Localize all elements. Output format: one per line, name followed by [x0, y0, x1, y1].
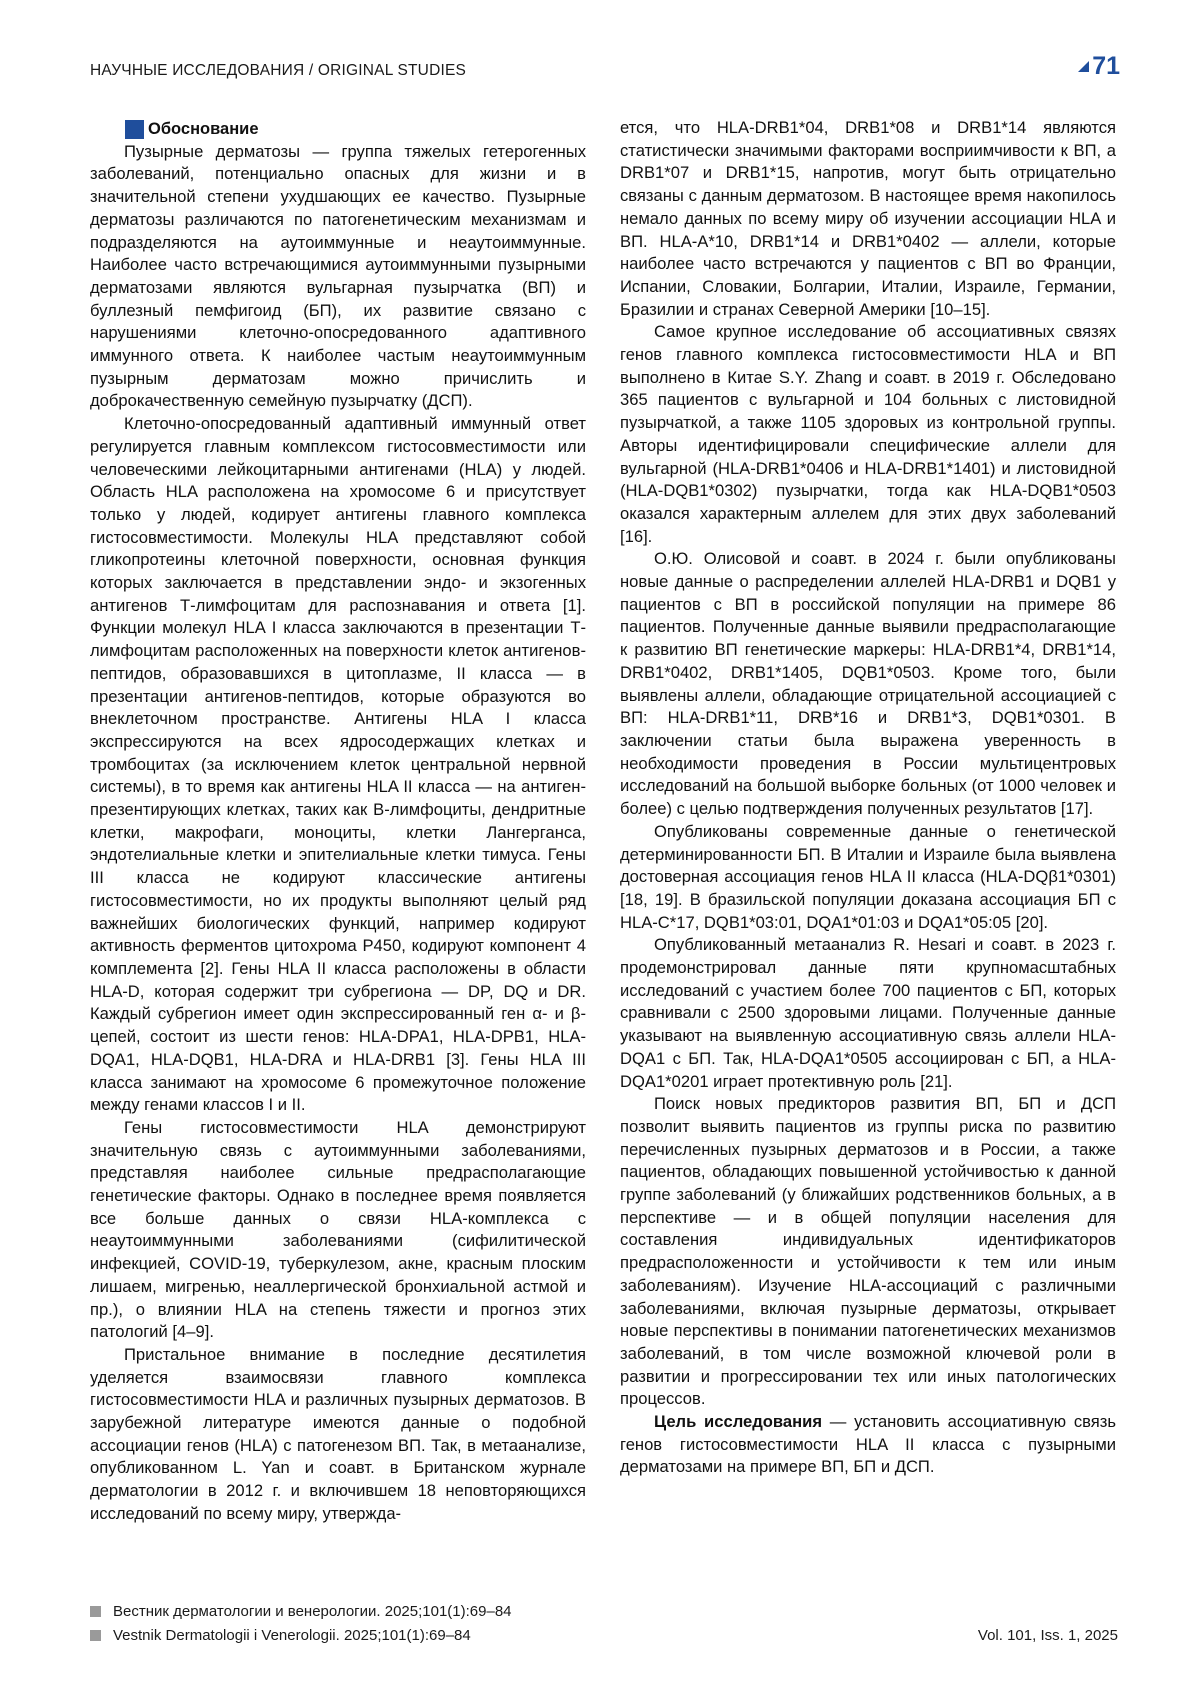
paragraph: Пузырные дерматозы — группа тяжелых гетерогенных заболеваний, потенциально опасных для жизни и в значительной степени ухудшающих ее качество. Пузырные дерматозы различаются по патогенетическим механизмам и подразделяются на аутоиммунные и неаутоиммунные. Наиболее часто встречающимися аутоиммунными пузырными дерматозами являются вульгарная пузырчатка (ВП) и буллезный пемфигоид (БП), их развитие связано с нарушениями клеточно-опосредованного адаптивного иммунного ответа. К наиболее частым неаутоиммунным пузырным дерматозам можно причислить и доброкачественную семейную пузырчатку (ДСП).	[90, 141, 586, 411]
aim-label: Цель исследования	[654, 1412, 823, 1432]
paragraph: Пристальное внимание в последние десятилетия уделяется взаимосвязи главного комплекса гистосовместимости HLA и различных пузырных дерматозов. В зарубежной литературе имеются данные о подобной ассоциации генов (HLA) с патогенезом ВП. Так, в метаанализе, опубликованном L. Yan и соавт. в Британском журнале дерматологии в 2012 г. и включившем 18 неповторяющихся исследований по всему миру, утвержда-	[90, 1344, 586, 1523]
aim-paragraph	[620, 1411, 1116, 1479]
paragraph: Клеточно-опосредованный адаптивный иммунный ответ регулируется главным комплексом гистосовместимости или человеческими лейкоцитарными антигенами (HLA) у людей. Область HLA расположена на хромосоме 6 и присутствует только у людей, кодирует антигены главного комплекса гистосовместимости. Молекулы HLA представляют собой гликопротеины клеточной поверхности, основная функция которых заключается в представлении эндо- и экзогенных антигенов Т-лимфоцитам для распознавания и ответа [1]. Функции молекул HLA I класса заключаются в презентации Т-лимфоцитам расположенных на поверхности клеток антигенов-пептидов, образовавшихся в цитоплазме, II класса — в презентации антигенов-пептидов, которые образуются во внеклеточном пространстве. Антигены HLA I класса экспрессируются на всех ядросодержащих клетках и тромбоцитах (за исключением клеток центральной нервной системы), в то время как антигены HLA II класса — на антиген-презентирующих клетках, таких как B-лимфоциты, дендритные клетки, макрофаги, моноциты, клетки Лангерганса, эндотелиальные клетки и эпителиальные клетки тимуса. Гены III класса не кодируют классические антигены гистосовместимости, но их продукты выполняют целый ряд важнейших биологических функций, например кодируют активность ферментов цитохрома P450, кодируют компонент 4 комплемента [2]. Гены HLA II класса расположены в области HLA-D, которая содержит три субрегиона — DP, DQ и DR. Каждый субрегион имеет один экспрессированный ген α- и β-цепей, состоит из шести генов: HLA-DPA1, HLA-DPB1, HLA-DQA1, HLA-DQB1, HLA-DRA и HLA-DRB1 [3]. Гены HLA III класса занимают на хромосоме 6 промежуточное положение между генами классов I и II.	[90, 414, 586, 1115]
paragraph: Опубликованы современные данные о генетической детерминированности БП. В Италии и Израиле была выявлена достоверная ассоциация генов HLA II класса (HLA-DQβ1*0301) [18, 19]. В бразильской популяции доказана ассоциация БП с HLA-C*17, DQB1*03:01, DQA1*01:03 и DQA1*05:05 [20].	[620, 821, 1116, 932]
footer-citation-ru-text: Вестник дерматологии и венерологии. 2025;101(1):69–84	[113, 1603, 512, 1620]
footer-volume: Vol. 101, Iss. 1, 2025	[977, 1627, 1118, 1644]
paragraph: Поиск новых предикторов развития ВП, БП и ДСП позволит выявить пациентов из группы риска по развитию перечисленных пузырных дерматозов и в России, а также пациентов, обладающих повышенной устойчивостью к данной группе заболеваний (у ближайших родственников больных, а в перспективе — и в общей популяции населения для составления индивидуальных идентификаторов предрасположенности и устойчивости к тем или иным заболеваниям). Изучение HLA-ассоциаций с различными заболеваниями, включая пузырные дерматозы, открывает новые перспективы в понимании патогенетических механизмов заболеваний, в том числе возможной ключевой роли в развитии и прогрессировании тех или иных патологических процессов.	[620, 1094, 1116, 1409]
running-title: НАУЧНЫЕ ИССЛЕДОВАНИЯ / ORIGINAL STUDIES	[90, 62, 467, 79]
paragraph: Самое крупное исследование об ассоциативных связях генов главного комплекса гистосовместимости HLA и ВП выполнено в Китае S.Y. Zhang и соавт. в 2019 г. Обследовано 365 пациентов с вульгарной и 104 больных с листовидной пузырчаткой, а также 1105 здоровых из контрольной группы. Авторы идентифицировали специфические аллели для вульгарной (HLA-DRB1*0406 и HLA-DRB1*1401) и листовидной (HLA-DQB1*0302) пузырчатки, тогда как HLA-DQB1*0503 оказался характерным аллелем для этих двух заболеваний [16].	[620, 322, 1116, 546]
page-number-value: 71	[1092, 52, 1120, 80]
left-column	[90, 118, 586, 1526]
footer-citation-en	[90, 1627, 471, 1644]
square-bullet-icon	[90, 1606, 101, 1617]
square-bullet-icon	[125, 120, 144, 139]
paragraph: Гены гистосовместимости HLA демонстрируют значительную связь с аутоиммунными заболеваниями, представляя наиболее сильные предрасполагающие генетические факторы. Однако в последнее время появляется все больше данных о связи HLA-комплекса с неаутоиммунными заболеваниями (сифилитической инфекцией, COVID-19, туберкулезом, акне, красным плоским лишаем, мигренью, неаллергической бронхиальной астмой и пр.), о влиянии HLA на степень тяжести и прогноз этих патологий [4–9].	[90, 1117, 586, 1342]
paragraph-continuation: ется, что HLA-DRB1*04, DRB1*08 и DRB1*14 являются статистически значимыми факторами восприимчивости к ВП, а DRB1*07 и DRB1*15, напротив, могут быть отрицательно связаны с данным дерматозом. В настоящее время накопилось немало данных по всему миру об изучении ассоциации HLA и ВП. HLA-A*10, DRB1*14 и DRB1*0402 — аллели, которые наиболее часто встречаются у пациентов с ВП во Франции, Испании, Словакии, Болгарии, Италии, Израиле, Германии, Бразилии и странах Северной Америки [10–15].	[620, 118, 1116, 319]
aim-text: — установить ассоциативную связь генов гистосовместимости HLA II класса с пузырными дерматозами на примере ВП, БП и ДСП.	[620, 1412, 1117, 1477]
footer-citation-en-text: Vestnik Dermatologii i Venerologii. 2025;101(1):69–84	[113, 1627, 471, 1644]
section-heading	[125, 118, 586, 141]
square-bullet-icon	[90, 1630, 101, 1641]
paragraph: Опубликованный метаанализ R. Hesari и соавт. в 2023 г. продемонстрировал данные пяти крупномасштабных исследований с участием более 700 пациентов с БП, которых сравнивали с 2500 здоровыми лицами. Полученные данные указывают на выявленную ассоциативную связь аллели HLA-DQA1 с БП. Так, HLA-DQA1*0505 ассоциирован с БП, а HLA-DQA1*0201 играет протективную роль [21].	[620, 935, 1116, 1091]
footer-citation-ru	[90, 1603, 512, 1620]
section-heading-text: Обоснование	[148, 120, 259, 138]
page-number	[1078, 52, 1120, 81]
paragraph: О.Ю. Олисовой и соавт. в 2024 г. были опубликованы новые данные о распределении аллелей HLA-DRB1 и DQB1 у пациентов с ВП в российской популяции на примере 86 пациентов. Полученные данные выявили предрасполагающие к развитию ВП генетические маркеры: HLA-DRB1*4, DRB1*14, DRB1*0402, DRB1*1405, DQB1*0503. Кроме того, были выявлены аллели, обладающие отрицательной ассоциацией с ВП: HLA-DRB1*11, DRB*16 и DRB1*3, DQB1*0301. В заключении статьи была выражена уверенность в необходимости проведения в России мультицентровых исследований на большой выборке больных (от 1000 человек и более) с целью подтверждения полученных результатов [17].	[620, 549, 1116, 819]
triangle-icon	[1078, 61, 1089, 72]
right-column	[620, 117, 1116, 1479]
